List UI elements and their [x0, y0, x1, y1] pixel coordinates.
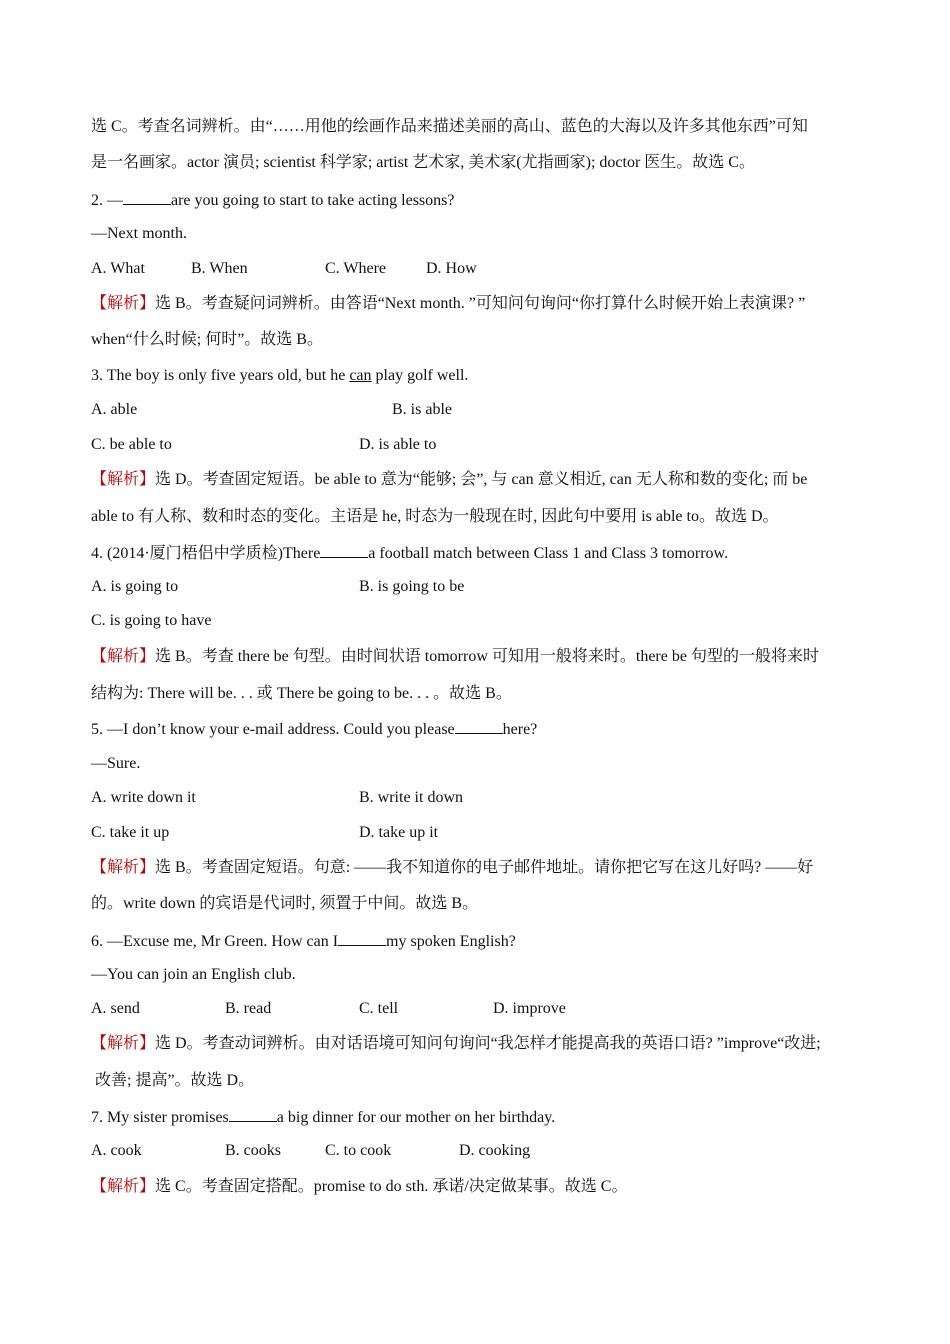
- q7-blank: [229, 1106, 277, 1122]
- q5-option-a: A. write down it: [91, 789, 196, 806]
- q3-option-c: C. be able to: [91, 436, 172, 453]
- q6-explanation-line-2: 改善; 提高”。故选 D。: [91, 1072, 255, 1089]
- q7-option-c: C. to cook: [325, 1142, 392, 1159]
- analysis-label: 【解析】: [91, 648, 156, 665]
- q3-explanation-line-1: 【解析】选 D。考查固定短语。be able to 意为“能够; 会”, 与 can 意义相近, can 无人称和数的变化; 而 be: [91, 471, 808, 488]
- q2-explanation-line-2: when“什么时候; 何时”。故选 B。: [91, 331, 323, 348]
- q6-reply: —You can join an English club.: [91, 966, 296, 983]
- analysis-label: 【解析】: [91, 471, 156, 488]
- analysis-label: 【解析】: [91, 1178, 156, 1195]
- q5-stem: 5. —I don’t know your e-mail address. Could you please here?: [91, 718, 537, 740]
- q6-explanation-line-1: 【解析】选 D。考查动词辨析。由对话语境可知问句询问“我怎样才能提高我的英语口语? ”improve“改进;: [91, 1035, 821, 1052]
- q5-explanation-line-2: 的。write down 的宾语是代词时, 须置于中间。故选 B。: [91, 895, 479, 912]
- q4-option-a: A. is going to: [91, 578, 179, 595]
- q5-option-c: C. take it up: [91, 824, 170, 841]
- q2-option-d: D. How: [426, 260, 477, 277]
- q6-stem: 6. —Excuse me, Mr Green. How can I my spoken English?: [91, 930, 516, 952]
- q6-option-c: C. tell: [359, 1000, 399, 1017]
- q3-option-d: D. is able to: [359, 436, 437, 453]
- q7-option-b: B. cooks: [225, 1142, 281, 1159]
- q4-option-b: B. is going to be: [359, 578, 465, 595]
- q5-option-d: D. take up it: [359, 824, 439, 841]
- q2-option-c: C. Where: [325, 260, 387, 277]
- q1-explanation-line-1: 选 C。考查名词辨析。由“……用他的绘画作品来描述美丽的高山、蓝色的大海以及许多其他东西”可知: [91, 118, 808, 135]
- q6-blank: [338, 930, 386, 946]
- q3-option-b: B. is able: [392, 401, 452, 418]
- q5-reply: —Sure.: [91, 755, 141, 772]
- q2-option-a: A. What: [91, 260, 145, 277]
- q3-underlined-word: can: [349, 367, 372, 384]
- q4-explanation-line-1: 【解析】选 B。考查 there be 句型。由时间状语 tomorrow 可知用一般将来时。there be 句型的一般将来时: [91, 648, 819, 665]
- q2-blank: [123, 189, 171, 205]
- q6-option-d: D. improve: [493, 1000, 566, 1017]
- q7-option-d: D. cooking: [459, 1142, 531, 1159]
- q5-blank: [455, 718, 503, 734]
- q4-explanation-line-2: 结构为: There will be. . . 或 There be going to be. . . 。故选 B。: [91, 685, 512, 702]
- q5-explanation-line-1: 【解析】选 B。考查固定短语。句意: ——我不知道你的电子邮件地址。请你把它写在这儿好吗? ——好: [91, 859, 814, 876]
- q2-explanation-line-1: 【解析】选 B。考查疑问词辨析。由答语“Next month. ”可知问句询问“你打算什么时候开始上表演课? ”: [91, 295, 806, 312]
- q7-stem: 7. My sister promises a big dinner for our mother on her birthday.: [91, 1106, 555, 1128]
- q2-stem: 2. — are you going to start to take acting lessons?: [91, 189, 454, 211]
- analysis-label: 【解析】: [91, 295, 156, 312]
- analysis-label: 【解析】: [91, 859, 156, 876]
- q1-explanation-line-2: 是一名画家。actor 演员; scientist 科学家; artist 艺术家, 美术家(尤指画家); doctor 医生。故选 C。: [91, 154, 755, 171]
- q4-stem: 4. (2014·厦门梧侣中学质检)There a football match between Class 1 and Class 3 tomorrow.: [91, 542, 728, 564]
- q2-option-b: B. When: [191, 260, 248, 277]
- q7-explanation-line-1: 【解析】选 C。考查固定搭配。promise to do sth. 承诺/决定做某事。故选 C。: [91, 1178, 628, 1195]
- q2-reply: —Next month.: [91, 225, 187, 242]
- q7-option-a: A. cook: [91, 1142, 142, 1159]
- q3-option-a: A. able: [91, 401, 138, 418]
- q3-explanation-line-2: able to 有人称、数和时态的变化。主语是 he, 时态为一般现在时, 因此句中要用 is able to。故选 D。: [91, 508, 779, 525]
- q6-option-b: B. read: [225, 1000, 272, 1017]
- q6-option-a: A. send: [91, 1000, 140, 1017]
- q5-option-b: B. write it down: [359, 789, 463, 806]
- q4-blank: [320, 542, 368, 558]
- q4-option-c: C. is going to have: [91, 612, 212, 629]
- analysis-label: 【解析】: [91, 1035, 156, 1052]
- q3-stem: 3. The boy is only five years old, but he can play golf well.: [91, 367, 469, 384]
